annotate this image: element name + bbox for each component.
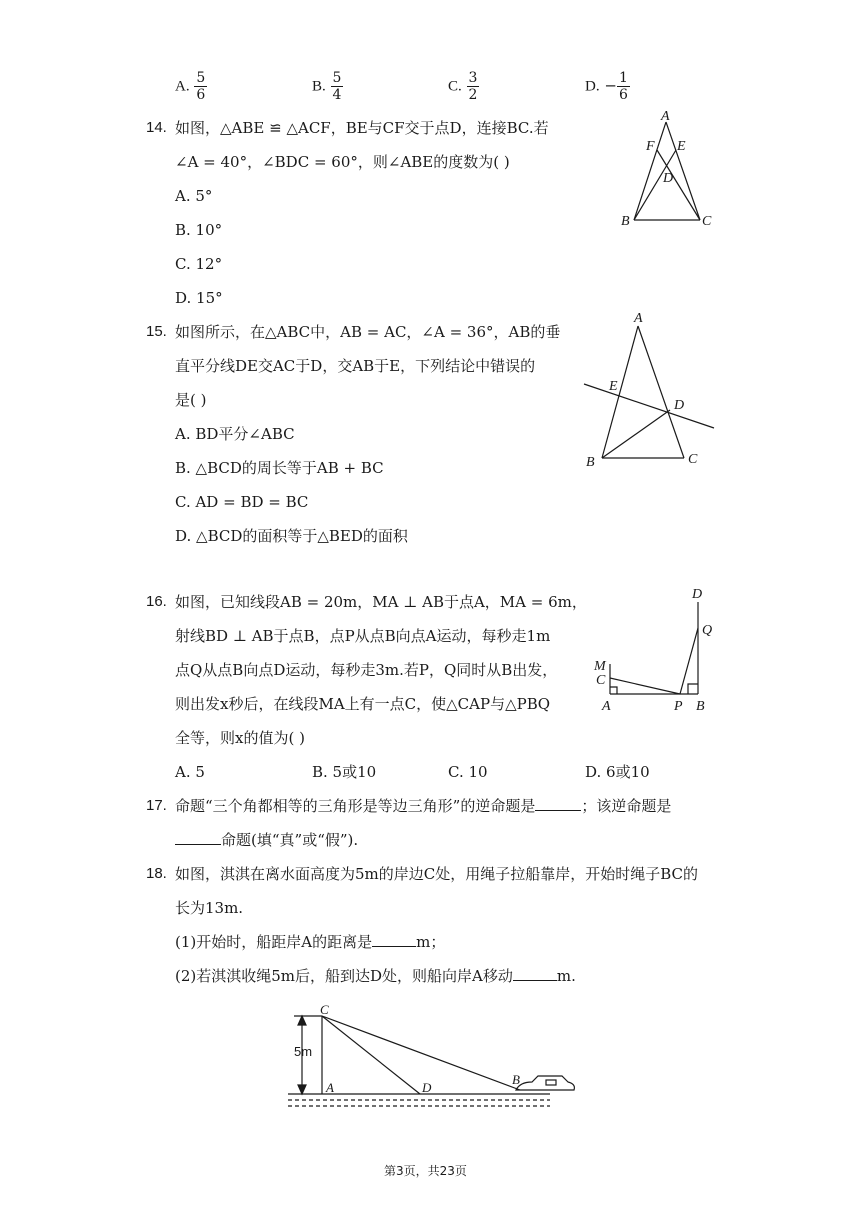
- fraction: $\frac{5}{6}$: [196, 70, 206, 103]
- q18-sub1: [175, 932, 445, 952]
- arrow-head-up: [298, 1016, 306, 1025]
- q16-text-line2: 射线BD ⊥ AB于点B，点P从点B向点A运动，每秒走1m: [175, 627, 551, 645]
- segment-bd: [602, 410, 670, 458]
- q14-option-d: D. 15°: [175, 289, 223, 307]
- q18-text-line2: 长为13m.: [175, 899, 244, 917]
- q14-figure: [610, 108, 720, 233]
- fraction: $\frac{1}{6}$: [618, 70, 628, 103]
- label-b: B: [621, 214, 630, 229]
- q17-text: 命题(填“真”或“假”).: [221, 831, 359, 849]
- q15-option-a: A. BD平分∠ABC: [175, 425, 295, 443]
- rope-cb: [322, 1016, 520, 1090]
- right-angle-a: [610, 687, 617, 694]
- answer-blank: [535, 796, 581, 811]
- answer-blank: [175, 830, 221, 845]
- label-d: D: [674, 398, 685, 413]
- q14-text-line2: ∠A = 40°，∠BDC = 60°，则∠ABE的度数为( ): [175, 153, 510, 171]
- segment-cp: [610, 678, 680, 694]
- q17-text: ；该逆命题是: [581, 797, 672, 815]
- q15-option-c: C. AD = BD = BC: [175, 493, 309, 511]
- question-number: 16.: [146, 593, 167, 610]
- q16-text-line4: 则出发x秒后，在线段MA上有一点C，使△CAP与△PBQ: [175, 695, 551, 713]
- question-number: 17.: [146, 797, 167, 814]
- q17-text: 命题“三个角都相等的三角形是等边三角形”的逆命题是: [175, 797, 536, 815]
- q16-option-d: D. 6或10: [585, 763, 650, 781]
- label-a: A: [602, 699, 611, 714]
- label-f: F: [646, 139, 655, 154]
- label-e: E: [609, 379, 618, 394]
- q16-option-b: B. 5或10: [312, 763, 377, 781]
- q14-option-b: B. 10°: [175, 221, 223, 239]
- question-number: 15.: [146, 323, 167, 340]
- segment-ac: [638, 326, 684, 458]
- label-b: B: [512, 1072, 520, 1087]
- page-footer: 第3页，共23页: [384, 1164, 467, 1178]
- right-angle-b: [688, 684, 698, 694]
- q15-text-line2: 直平分线DE交AC于D，交AB于E，下列结论中错误的: [175, 357, 536, 375]
- fraction: $\frac{3}{2}$: [468, 70, 478, 103]
- q13-option-c: [448, 70, 479, 103]
- q15-option-d: D. △BCD的面积等于△BED的面积: [175, 527, 408, 545]
- q15-option-b: B. △BCD的周长等于AB + BC: [175, 459, 384, 477]
- label-a: A: [661, 109, 670, 124]
- q16-option-a: A. 5: [175, 763, 205, 781]
- question-number: 18.: [146, 865, 167, 882]
- boat-icon: [516, 1076, 574, 1090]
- q13-option-d: [585, 70, 630, 103]
- label-b: B: [696, 699, 705, 714]
- label-m: M: [594, 659, 606, 674]
- q13-option-a: [175, 70, 207, 103]
- q14-option-c: C. 12°: [175, 255, 223, 273]
- rope-cd: [322, 1016, 420, 1094]
- label-q: Q: [702, 623, 713, 638]
- arrow-head-down: [298, 1085, 306, 1094]
- q18-text: m；: [416, 933, 446, 951]
- label-c: C: [688, 452, 698, 467]
- q14-text-line1: 如图，△ABE ≌ △ACF，BE与CF交于点D，连接BC.若: [175, 119, 549, 137]
- label-b: B: [586, 455, 595, 470]
- q17-text-line2: [175, 830, 358, 850]
- q15-text-line1: 如图所示，在△ABC中，AB = AC，∠A = 36°，AB的垂: [175, 323, 561, 341]
- q13-option-b: [312, 70, 343, 103]
- label-c: C: [596, 673, 606, 688]
- q18-text: (2)若淇淇收绳5m后，船到达D处，则船向岸A移动: [175, 967, 513, 985]
- q18-text: (1)开始时，船距岸A的距离是: [175, 933, 373, 951]
- fraction: $\frac{5}{4}$: [332, 70, 342, 103]
- q16-figure: [590, 582, 715, 717]
- answer-blank: [513, 966, 557, 981]
- q18-sub2: [175, 966, 576, 986]
- label-p: P: [674, 699, 683, 714]
- label-d: D: [422, 1080, 432, 1095]
- minus-sign: −: [604, 76, 617, 95]
- q18-text-line1: 如图，淇淇在离水面高度为5m的岸边C处，用绳子拉船靠岸，开始时绳子BC的: [175, 865, 699, 883]
- option-label: A.: [175, 78, 190, 95]
- q16-text-line5: 全等，则x的值为( ): [175, 729, 305, 747]
- answer-blank: [372, 932, 416, 947]
- q17-text-line1: [175, 796, 671, 816]
- label-e: E: [677, 139, 686, 154]
- question-number: 14.: [146, 119, 167, 136]
- q15-figure: [578, 308, 718, 473]
- q16-option-c: C. 10: [448, 763, 488, 781]
- label-d: D: [692, 587, 703, 602]
- perpendicular-bisector: [584, 384, 714, 428]
- height-label: 5m: [294, 1044, 313, 1059]
- label-a: A: [326, 1080, 334, 1095]
- q18-text: m.: [556, 967, 576, 985]
- option-label: C.: [448, 78, 462, 95]
- label-d: D: [663, 171, 674, 186]
- q14-option-a: A. 5°: [175, 187, 213, 205]
- q18-figure: [280, 1002, 590, 1120]
- option-label: B.: [312, 78, 326, 95]
- segment-ab: [634, 122, 666, 220]
- boat-window: [546, 1080, 556, 1085]
- label-c: C: [702, 214, 712, 229]
- label-a: A: [634, 311, 643, 326]
- q16-text-line1: 如图，已知线段AB = 20m，MA ⊥ AB于点A，MA = 6m，: [175, 593, 587, 611]
- option-label: D.: [585, 78, 600, 95]
- q15-text-line3: 是( ): [175, 391, 207, 409]
- q16-text-line3: 点Q从点B向点D运动，每秒走3m.若P，Q同时从B出发，: [175, 661, 558, 679]
- label-c: C: [320, 1002, 329, 1017]
